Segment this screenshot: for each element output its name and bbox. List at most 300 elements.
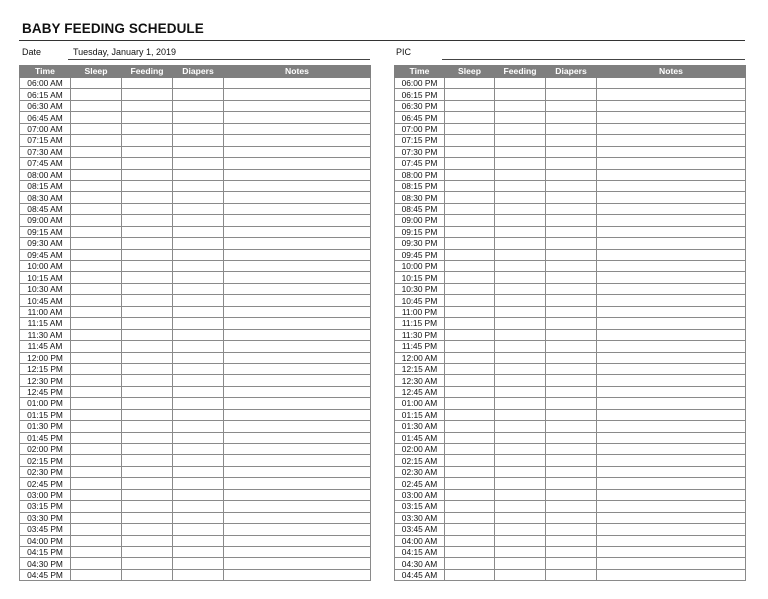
notes-cell[interactable] [597, 466, 746, 477]
diapers-cell[interactable] [173, 112, 224, 123]
diapers-cell[interactable] [546, 192, 597, 203]
notes-cell[interactable] [224, 238, 371, 249]
sleep-cell[interactable] [71, 169, 122, 180]
sleep-cell[interactable] [445, 375, 495, 386]
notes-cell[interactable] [597, 112, 746, 123]
diapers-cell[interactable] [546, 421, 597, 432]
diapers-cell[interactable] [546, 203, 597, 214]
notes-cell[interactable] [597, 283, 746, 294]
notes-cell[interactable] [224, 112, 371, 123]
notes-cell[interactable] [224, 123, 371, 134]
notes-cell[interactable] [597, 261, 746, 272]
pic-field-line[interactable] [442, 59, 745, 60]
feeding-cell[interactable] [495, 501, 546, 512]
diapers-cell[interactable] [546, 295, 597, 306]
diapers-cell[interactable] [173, 535, 224, 546]
notes-cell[interactable] [224, 363, 371, 374]
feeding-cell[interactable] [122, 261, 173, 272]
diapers-cell[interactable] [173, 226, 224, 237]
sleep-cell[interactable] [71, 478, 122, 489]
notes-cell[interactable] [224, 466, 371, 477]
sleep-cell[interactable] [445, 180, 495, 191]
notes-cell[interactable] [224, 329, 371, 340]
feeding-cell[interactable] [122, 375, 173, 386]
notes-cell[interactable] [224, 100, 371, 111]
sleep-cell[interactable] [445, 524, 495, 535]
notes-cell[interactable] [597, 226, 746, 237]
sleep-cell[interactable] [71, 112, 122, 123]
diapers-cell[interactable] [546, 375, 597, 386]
diapers-cell[interactable] [546, 535, 597, 546]
feeding-cell[interactable] [122, 363, 173, 374]
sleep-cell[interactable] [445, 363, 495, 374]
sleep-cell[interactable] [445, 558, 495, 569]
diapers-cell[interactable] [546, 146, 597, 157]
feeding-cell[interactable] [495, 283, 546, 294]
diapers-cell[interactable] [173, 524, 224, 535]
notes-cell[interactable] [597, 169, 746, 180]
notes-cell[interactable] [597, 501, 746, 512]
sleep-cell[interactable] [445, 272, 495, 283]
diapers-cell[interactable] [173, 466, 224, 477]
feeding-cell[interactable] [495, 432, 546, 443]
feeding-cell[interactable] [495, 203, 546, 214]
notes-cell[interactable] [597, 89, 746, 100]
sleep-cell[interactable] [445, 329, 495, 340]
sleep-cell[interactable] [445, 535, 495, 546]
notes-cell[interactable] [597, 329, 746, 340]
sleep-cell[interactable] [445, 569, 495, 580]
notes-cell[interactable] [224, 398, 371, 409]
feeding-cell[interactable] [122, 409, 173, 420]
diapers-cell[interactable] [546, 180, 597, 191]
sleep-cell[interactable] [445, 409, 495, 420]
feeding-cell[interactable] [495, 295, 546, 306]
sleep-cell[interactable] [445, 546, 495, 557]
diapers-cell[interactable] [546, 135, 597, 146]
notes-cell[interactable] [597, 295, 746, 306]
sleep-cell[interactable] [445, 238, 495, 249]
notes-cell[interactable] [224, 135, 371, 146]
diapers-cell[interactable] [546, 352, 597, 363]
feeding-cell[interactable] [122, 146, 173, 157]
notes-cell[interactable] [597, 352, 746, 363]
sleep-cell[interactable] [71, 329, 122, 340]
sleep-cell[interactable] [71, 444, 122, 455]
notes-cell[interactable] [597, 146, 746, 157]
feeding-cell[interactable] [495, 409, 546, 420]
feeding-cell[interactable] [122, 569, 173, 580]
feeding-cell[interactable] [122, 444, 173, 455]
diapers-cell[interactable] [546, 501, 597, 512]
notes-cell[interactable] [597, 318, 746, 329]
feeding-cell[interactable] [122, 352, 173, 363]
feeding-cell[interactable] [122, 306, 173, 317]
notes-cell[interactable] [224, 192, 371, 203]
feeding-cell[interactable] [122, 501, 173, 512]
notes-cell[interactable] [224, 444, 371, 455]
notes-cell[interactable] [597, 489, 746, 500]
notes-cell[interactable] [597, 421, 746, 432]
diapers-cell[interactable] [546, 455, 597, 466]
diapers-cell[interactable] [173, 478, 224, 489]
feeding-cell[interactable] [122, 272, 173, 283]
diapers-cell[interactable] [173, 180, 224, 191]
sleep-cell[interactable] [71, 432, 122, 443]
feeding-cell[interactable] [122, 180, 173, 191]
feeding-cell[interactable] [495, 100, 546, 111]
diapers-cell[interactable] [546, 444, 597, 455]
feeding-cell[interactable] [495, 512, 546, 523]
sleep-cell[interactable] [71, 215, 122, 226]
diapers-cell[interactable] [546, 78, 597, 89]
diapers-cell[interactable] [546, 215, 597, 226]
diapers-cell[interactable] [546, 100, 597, 111]
notes-cell[interactable] [597, 192, 746, 203]
sleep-cell[interactable] [445, 283, 495, 294]
notes-cell[interactable] [597, 432, 746, 443]
diapers-cell[interactable] [546, 306, 597, 317]
notes-cell[interactable] [597, 444, 746, 455]
feeding-cell[interactable] [122, 512, 173, 523]
diapers-cell[interactable] [546, 558, 597, 569]
feeding-cell[interactable] [122, 100, 173, 111]
notes-cell[interactable] [597, 123, 746, 134]
notes-cell[interactable] [224, 341, 371, 352]
notes-cell[interactable] [224, 455, 371, 466]
feeding-cell[interactable] [495, 569, 546, 580]
notes-cell[interactable] [224, 272, 371, 283]
diapers-cell[interactable] [173, 78, 224, 89]
feeding-cell[interactable] [495, 455, 546, 466]
notes-cell[interactable] [597, 546, 746, 557]
feeding-cell[interactable] [495, 524, 546, 535]
notes-cell[interactable] [224, 295, 371, 306]
feeding-cell[interactable] [495, 363, 546, 374]
notes-cell[interactable] [224, 569, 371, 580]
notes-cell[interactable] [597, 409, 746, 420]
sleep-cell[interactable] [71, 78, 122, 89]
sleep-cell[interactable] [71, 158, 122, 169]
notes-cell[interactable] [224, 89, 371, 100]
diapers-cell[interactable] [546, 283, 597, 294]
sleep-cell[interactable] [71, 306, 122, 317]
diapers-cell[interactable] [173, 455, 224, 466]
notes-cell[interactable] [224, 226, 371, 237]
feeding-cell[interactable] [495, 535, 546, 546]
notes-cell[interactable] [597, 558, 746, 569]
feeding-cell[interactable] [122, 398, 173, 409]
sleep-cell[interactable] [445, 135, 495, 146]
feeding-cell[interactable] [122, 432, 173, 443]
sleep-cell[interactable] [71, 535, 122, 546]
sleep-cell[interactable] [71, 455, 122, 466]
notes-cell[interactable] [597, 524, 746, 535]
diapers-cell[interactable] [173, 135, 224, 146]
feeding-cell[interactable] [495, 180, 546, 191]
feeding-cell[interactable] [122, 466, 173, 477]
feeding-cell[interactable] [495, 329, 546, 340]
sleep-cell[interactable] [71, 146, 122, 157]
notes-cell[interactable] [224, 306, 371, 317]
notes-cell[interactable] [597, 512, 746, 523]
feeding-cell[interactable] [122, 535, 173, 546]
sleep-cell[interactable] [445, 192, 495, 203]
sleep-cell[interactable] [71, 546, 122, 557]
diapers-cell[interactable] [546, 546, 597, 557]
sleep-cell[interactable] [71, 398, 122, 409]
diapers-cell[interactable] [173, 375, 224, 386]
sleep-cell[interactable] [445, 478, 495, 489]
sleep-cell[interactable] [445, 226, 495, 237]
notes-cell[interactable] [224, 352, 371, 363]
notes-cell[interactable] [597, 180, 746, 191]
feeding-cell[interactable] [122, 386, 173, 397]
diapers-cell[interactable] [173, 363, 224, 374]
sleep-cell[interactable] [71, 226, 122, 237]
sleep-cell[interactable] [445, 444, 495, 455]
sleep-cell[interactable] [71, 272, 122, 283]
diapers-cell[interactable] [546, 489, 597, 500]
feeding-cell[interactable] [122, 203, 173, 214]
feeding-cell[interactable] [495, 466, 546, 477]
sleep-cell[interactable] [71, 489, 122, 500]
diapers-cell[interactable] [173, 100, 224, 111]
diapers-cell[interactable] [546, 318, 597, 329]
sleep-cell[interactable] [71, 192, 122, 203]
sleep-cell[interactable] [71, 466, 122, 477]
sleep-cell[interactable] [71, 100, 122, 111]
diapers-cell[interactable] [173, 352, 224, 363]
sleep-cell[interactable] [445, 386, 495, 397]
sleep-cell[interactable] [445, 512, 495, 523]
feeding-cell[interactable] [495, 352, 546, 363]
diapers-cell[interactable] [173, 203, 224, 214]
feeding-cell[interactable] [122, 123, 173, 134]
feeding-cell[interactable] [122, 524, 173, 535]
notes-cell[interactable] [224, 180, 371, 191]
diapers-cell[interactable] [173, 272, 224, 283]
feeding-cell[interactable] [122, 192, 173, 203]
feeding-cell[interactable] [122, 89, 173, 100]
diapers-cell[interactable] [173, 444, 224, 455]
diapers-cell[interactable] [546, 386, 597, 397]
sleep-cell[interactable] [445, 158, 495, 169]
sleep-cell[interactable] [445, 169, 495, 180]
diapers-cell[interactable] [546, 226, 597, 237]
sleep-cell[interactable] [71, 180, 122, 191]
sleep-cell[interactable] [445, 112, 495, 123]
notes-cell[interactable] [597, 386, 746, 397]
feeding-cell[interactable] [495, 112, 546, 123]
feeding-cell[interactable] [495, 421, 546, 432]
sleep-cell[interactable] [445, 100, 495, 111]
diapers-cell[interactable] [173, 421, 224, 432]
diapers-cell[interactable] [546, 249, 597, 260]
notes-cell[interactable] [224, 203, 371, 214]
notes-cell[interactable] [597, 398, 746, 409]
feeding-cell[interactable] [495, 306, 546, 317]
diapers-cell[interactable] [173, 238, 224, 249]
feeding-cell[interactable] [122, 421, 173, 432]
feeding-cell[interactable] [122, 318, 173, 329]
sleep-cell[interactable] [445, 249, 495, 260]
notes-cell[interactable] [224, 261, 371, 272]
feeding-cell[interactable] [495, 169, 546, 180]
notes-cell[interactable] [597, 135, 746, 146]
sleep-cell[interactable] [71, 283, 122, 294]
sleep-cell[interactable] [71, 295, 122, 306]
notes-cell[interactable] [224, 546, 371, 557]
feeding-cell[interactable] [495, 226, 546, 237]
diapers-cell[interactable] [173, 169, 224, 180]
diapers-cell[interactable] [173, 318, 224, 329]
diapers-cell[interactable] [173, 512, 224, 523]
feeding-cell[interactable] [122, 329, 173, 340]
diapers-cell[interactable] [173, 158, 224, 169]
feeding-cell[interactable] [495, 546, 546, 557]
diapers-cell[interactable] [173, 123, 224, 134]
feeding-cell[interactable] [122, 215, 173, 226]
diapers-cell[interactable] [546, 363, 597, 374]
sleep-cell[interactable] [445, 146, 495, 157]
notes-cell[interactable] [224, 432, 371, 443]
sleep-cell[interactable] [71, 318, 122, 329]
feeding-cell[interactable] [122, 489, 173, 500]
notes-cell[interactable] [224, 535, 371, 546]
notes-cell[interactable] [597, 535, 746, 546]
diapers-cell[interactable] [173, 569, 224, 580]
sleep-cell[interactable] [71, 386, 122, 397]
feeding-cell[interactable] [495, 215, 546, 226]
sleep-cell[interactable] [445, 432, 495, 443]
feeding-cell[interactable] [122, 135, 173, 146]
sleep-cell[interactable] [445, 261, 495, 272]
notes-cell[interactable] [224, 249, 371, 260]
sleep-cell[interactable] [445, 352, 495, 363]
sleep-cell[interactable] [71, 89, 122, 100]
feeding-cell[interactable] [122, 546, 173, 557]
feeding-cell[interactable] [122, 169, 173, 180]
notes-cell[interactable] [224, 501, 371, 512]
sleep-cell[interactable] [445, 421, 495, 432]
diapers-cell[interactable] [546, 341, 597, 352]
diapers-cell[interactable] [173, 192, 224, 203]
notes-cell[interactable] [224, 489, 371, 500]
diapers-cell[interactable] [173, 409, 224, 420]
diapers-cell[interactable] [173, 546, 224, 557]
notes-cell[interactable] [597, 158, 746, 169]
feeding-cell[interactable] [495, 341, 546, 352]
notes-cell[interactable] [224, 421, 371, 432]
feeding-cell[interactable] [495, 398, 546, 409]
diapers-cell[interactable] [546, 112, 597, 123]
diapers-cell[interactable] [173, 283, 224, 294]
sleep-cell[interactable] [71, 261, 122, 272]
diapers-cell[interactable] [173, 329, 224, 340]
sleep-cell[interactable] [445, 295, 495, 306]
notes-cell[interactable] [597, 215, 746, 226]
notes-cell[interactable] [224, 318, 371, 329]
feeding-cell[interactable] [122, 558, 173, 569]
sleep-cell[interactable] [71, 363, 122, 374]
notes-cell[interactable] [224, 512, 371, 523]
sleep-cell[interactable] [445, 455, 495, 466]
diapers-cell[interactable] [546, 524, 597, 535]
sleep-cell[interactable] [71, 524, 122, 535]
diapers-cell[interactable] [546, 569, 597, 580]
sleep-cell[interactable] [445, 341, 495, 352]
diapers-cell[interactable] [546, 478, 597, 489]
sleep-cell[interactable] [445, 306, 495, 317]
notes-cell[interactable] [224, 215, 371, 226]
notes-cell[interactable] [597, 272, 746, 283]
notes-cell[interactable] [224, 375, 371, 386]
feeding-cell[interactable] [122, 158, 173, 169]
notes-cell[interactable] [224, 409, 371, 420]
diapers-cell[interactable] [173, 146, 224, 157]
diapers-cell[interactable] [546, 409, 597, 420]
feeding-cell[interactable] [122, 238, 173, 249]
notes-cell[interactable] [597, 238, 746, 249]
diapers-cell[interactable] [173, 295, 224, 306]
diapers-cell[interactable] [173, 501, 224, 512]
feeding-cell[interactable] [122, 283, 173, 294]
sleep-cell[interactable] [71, 135, 122, 146]
diapers-cell[interactable] [546, 261, 597, 272]
diapers-cell[interactable] [173, 89, 224, 100]
diapers-cell[interactable] [173, 558, 224, 569]
diapers-cell[interactable] [546, 89, 597, 100]
sleep-cell[interactable] [71, 409, 122, 420]
notes-cell[interactable] [597, 455, 746, 466]
sleep-cell[interactable] [71, 501, 122, 512]
feeding-cell[interactable] [495, 558, 546, 569]
diapers-cell[interactable] [173, 341, 224, 352]
feeding-cell[interactable] [495, 238, 546, 249]
sleep-cell[interactable] [71, 352, 122, 363]
sleep-cell[interactable] [71, 375, 122, 386]
notes-cell[interactable] [597, 203, 746, 214]
notes-cell[interactable] [597, 306, 746, 317]
sleep-cell[interactable] [71, 238, 122, 249]
notes-cell[interactable] [224, 524, 371, 535]
diapers-cell[interactable] [546, 512, 597, 523]
feeding-cell[interactable] [495, 261, 546, 272]
sleep-cell[interactable] [445, 318, 495, 329]
notes-cell[interactable] [597, 375, 746, 386]
notes-cell[interactable] [597, 78, 746, 89]
sleep-cell[interactable] [71, 421, 122, 432]
notes-cell[interactable] [224, 386, 371, 397]
diapers-cell[interactable] [173, 306, 224, 317]
diapers-cell[interactable] [546, 432, 597, 443]
sleep-cell[interactable] [71, 203, 122, 214]
sleep-cell[interactable] [445, 89, 495, 100]
notes-cell[interactable] [597, 478, 746, 489]
feeding-cell[interactable] [495, 478, 546, 489]
notes-cell[interactable] [597, 249, 746, 260]
diapers-cell[interactable] [546, 238, 597, 249]
notes-cell[interactable] [597, 363, 746, 374]
feeding-cell[interactable] [495, 249, 546, 260]
feeding-cell[interactable] [495, 135, 546, 146]
diapers-cell[interactable] [173, 261, 224, 272]
notes-cell[interactable] [224, 558, 371, 569]
feeding-cell[interactable] [495, 444, 546, 455]
feeding-cell[interactable] [495, 123, 546, 134]
feeding-cell[interactable] [122, 226, 173, 237]
